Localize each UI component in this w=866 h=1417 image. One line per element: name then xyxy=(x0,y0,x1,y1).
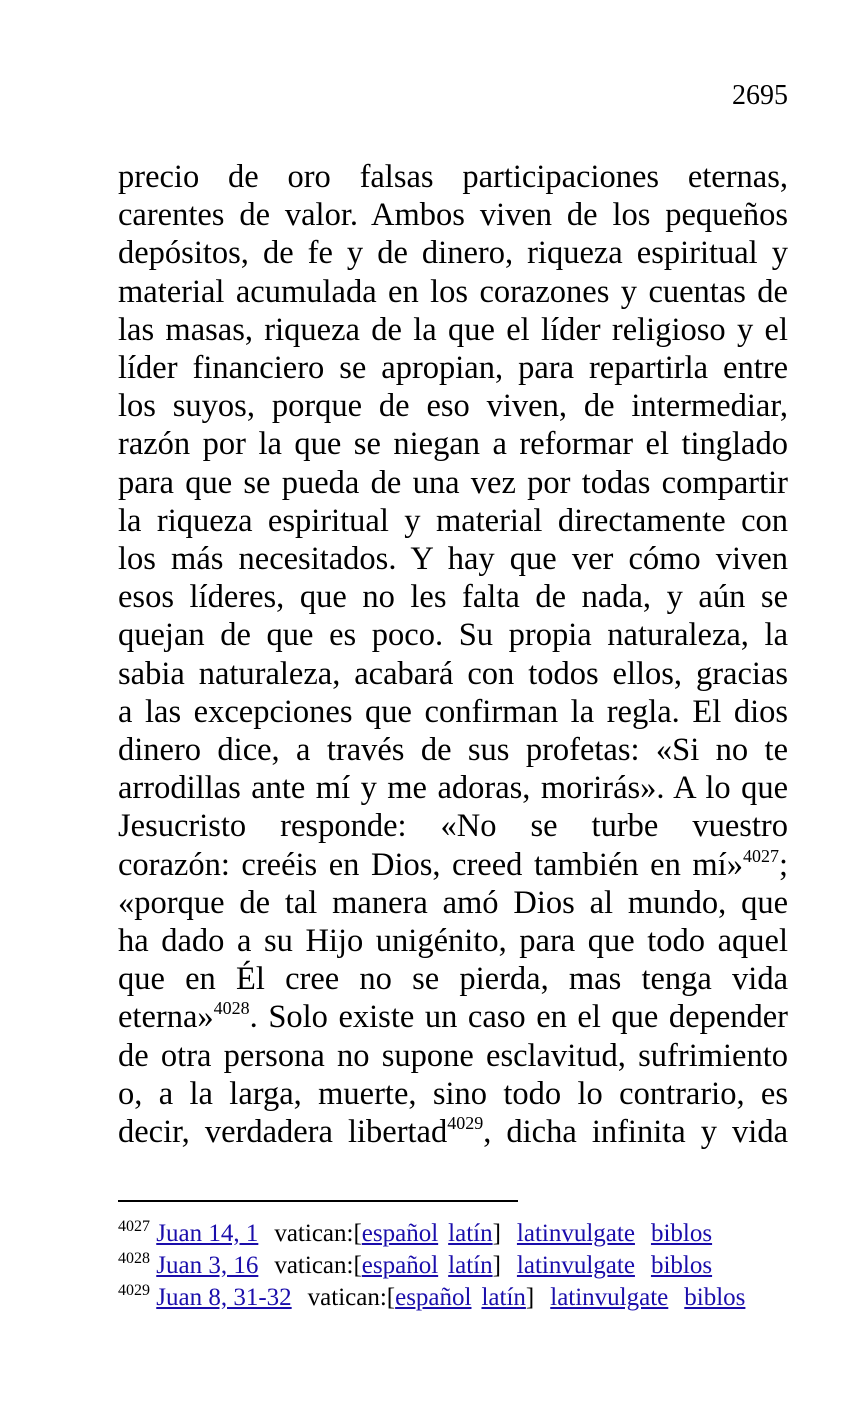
text-line: de otra persona no supone esclavitud, sufrimiento xyxy=(118,1037,788,1074)
text-line: o, a la larga, muerte, sino todo lo contrario, es xyxy=(118,1075,788,1112)
text-line: las masas, riqueza de la que el líder religioso y el xyxy=(118,311,788,348)
text-line: «porque de tal manera amó Dios al mundo, que xyxy=(118,884,788,921)
footnote-marker-4029: 4029 xyxy=(447,1113,484,1134)
vatican-label: vatican:[ xyxy=(307,1284,396,1311)
biblos-link[interactable]: biblos xyxy=(650,1252,713,1279)
text-line: los suyos, porque de eso viven, de intermediar, xyxy=(118,388,788,425)
text-line: esos líderes, que no les falta de nada, y aún se xyxy=(118,579,788,616)
vatican-spanish-link[interactable]: español xyxy=(395,1284,472,1311)
page-number: 2695 xyxy=(732,80,788,111)
text-line: la riqueza espiritual y material directamente con xyxy=(118,502,788,539)
scripture-link[interactable]: Juan 8, 31-32 xyxy=(156,1284,292,1311)
vatican-spanish-link[interactable]: español xyxy=(361,1252,439,1279)
text-line: que en Él cree no se pierda, mas tenga vida xyxy=(118,961,788,998)
scripture-link[interactable]: Juan 14, 1 xyxy=(156,1220,259,1247)
text-line: ha dado a su Hijo unigénito, para que todo aquel xyxy=(118,923,788,960)
footnote-separator xyxy=(118,1200,518,1202)
biblos-link[interactable]: biblos xyxy=(650,1220,713,1247)
text-line: material acumulada en los corazones y cuentas de xyxy=(118,273,788,310)
footnote-4027 xyxy=(118,1218,745,1250)
text-line: precio de oro falsas participaciones eternas, xyxy=(118,159,788,195)
footnote-marker-4028: 4028 xyxy=(213,998,250,1019)
bracket-close: ] xyxy=(492,1252,501,1279)
footnote-number: 4028 xyxy=(118,1250,150,1267)
vatican-latin-link[interactable]: latín xyxy=(481,1284,526,1311)
text-line: arrodillas ante mí y me adoras, morirás». A lo que xyxy=(118,770,788,807)
text-line: quejan de que es poco. Su propia naturaleza, la xyxy=(118,617,788,654)
vatican-spanish-link[interactable]: español xyxy=(361,1220,439,1247)
bracket-close: ] xyxy=(525,1284,535,1311)
footnote-marker-4027: 4027 xyxy=(742,845,779,866)
biblos-link[interactable]: biblos xyxy=(684,1284,746,1311)
footnote-4028 xyxy=(118,1250,745,1282)
text-line xyxy=(118,846,788,884)
vatican-label: vatican:[ xyxy=(274,1220,362,1247)
text-line: Jesucristo responde: «No se turbe vuestro xyxy=(118,808,788,845)
text-line xyxy=(118,998,788,1036)
vatican-latin-link[interactable]: latín xyxy=(448,1220,493,1247)
vatican-label: vatican:[ xyxy=(274,1252,362,1279)
scripture-link[interactable]: Juan 3, 16 xyxy=(156,1252,259,1279)
text-line: a las excepciones que confirman la regla. El dios xyxy=(118,693,788,730)
latinvulgate-link[interactable]: latinvulgate xyxy=(516,1220,635,1247)
text-segment: decir, verdadera libertad xyxy=(118,1114,448,1151)
text-line: depósitos, de fe y de dinero, riqueza espiritual y xyxy=(118,235,788,272)
text-line: sabia naturaleza, acabará con todos ellos, gracias xyxy=(118,655,788,692)
text-line: líder financiero se apropian, para repartirla entre xyxy=(118,350,788,387)
text-segment: ; xyxy=(778,846,788,883)
text-segment: . Solo existe un caso en el que depender xyxy=(249,999,788,1036)
text-line: dinero dice, a través de sus profetas: «Si no te xyxy=(118,732,788,769)
footnote-number: 4029 xyxy=(118,1282,150,1299)
text-segment: corazón: creéis en Dios, creed también en mí» xyxy=(118,846,743,883)
text-segment: , dicha infinita y vida xyxy=(483,1114,788,1151)
footnote-number: 4027 xyxy=(118,1218,150,1235)
body-text xyxy=(118,158,788,1151)
text-line: para que se pueda de una vez por todas compartir xyxy=(118,464,788,501)
bracket-close: ] xyxy=(492,1220,501,1247)
latinvulgate-link[interactable]: latinvulgate xyxy=(516,1252,635,1279)
footnotes xyxy=(118,1218,745,1314)
text-line xyxy=(118,1113,788,1151)
text-segment: eterna» xyxy=(118,999,214,1036)
text-line: carentes de valor. Ambos viven de los pequeños xyxy=(118,197,788,234)
text-line: razón por la que se niegan a reformar el tinglado xyxy=(118,426,788,463)
latinvulgate-link[interactable]: latinvulgate xyxy=(550,1284,669,1311)
vatican-latin-link[interactable]: latín xyxy=(448,1252,493,1279)
footnote-4029 xyxy=(118,1282,745,1314)
text-line: los más necesitados. Y hay que ver cómo viven xyxy=(118,541,788,578)
